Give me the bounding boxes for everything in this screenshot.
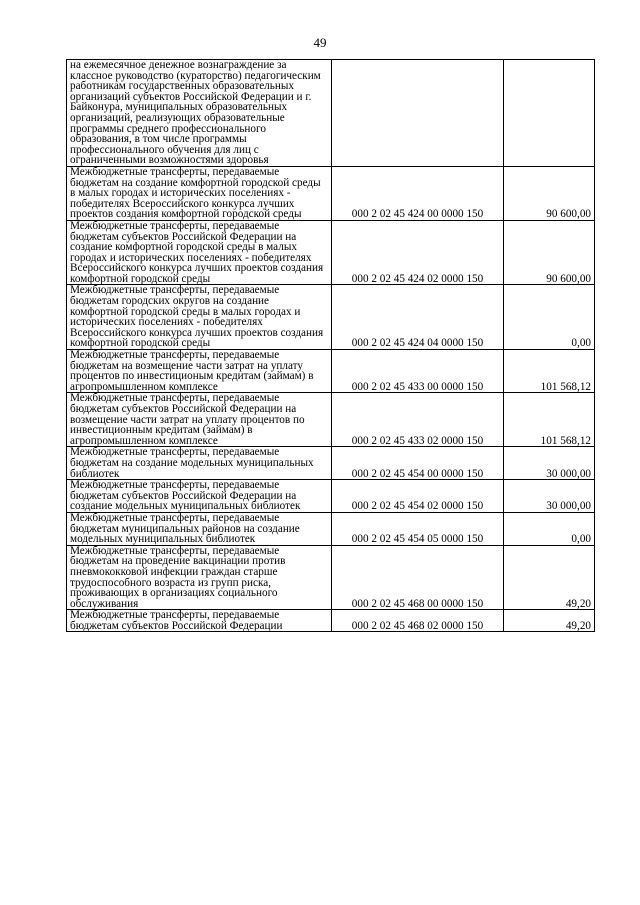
description-text: Межбюджетные трансферты, передаваемые бюджетам субъектов Российской Федерации на создание модельных муниципальных библиотек [70, 479, 301, 513]
row-code: 000 2 02 45 424 00 0000 150 [332, 166, 504, 220]
table-row [67, 447, 595, 480]
row-amount: 30 000,00 [504, 447, 595, 480]
row-code: 000 2 02 45 454 00 0000 150 [332, 447, 504, 480]
row-description [67, 393, 332, 447]
row-code: 000 2 02 45 433 02 0000 150 [332, 393, 504, 447]
row-amount: 30 000,00 [504, 480, 595, 513]
row-code: 000 2 02 45 424 02 0000 150 [332, 220, 504, 285]
table-row [67, 285, 595, 350]
table-row [67, 512, 595, 545]
table-row [67, 610, 595, 632]
budget-table-body [67, 60, 595, 632]
row-amount: 101 568,12 [504, 350, 595, 393]
row-amount: 101 568,12 [504, 393, 595, 447]
table-row [67, 480, 595, 513]
row-description [67, 285, 332, 350]
description-text: на ежемесячное денежное вознаграждение за классное руководство (кураторство) педагогическим работникам государственных образовательных организаций субъектов Российской Федерации и г. Байконура, муниципальных образовательных организаций, реализующих образовательные программы среднего профессионального образования, в том числе программы профессионального обучения для лиц с ограниченными возможностями здоровья [70, 59, 321, 167]
table-row [67, 545, 595, 610]
description-text: Межбюджетные трансферты, передаваемые бюджетам на создание комфортной городской среды в малых городах и исторических поселениях - победителях Всероссийского конкурса лучших проектов создания комфортной городской среды [70, 166, 321, 221]
row-amount: 49,20 [504, 545, 595, 610]
row-code [332, 60, 504, 167]
row-description [67, 480, 332, 513]
description-text: Межбюджетные трансферты, передаваемые бюджетам городских округов на создание комфортной городской среды в малых городах и исторических поселениях - победителях Всероссийского конкурса лучших проектов создания комфортной городской среды [70, 284, 324, 350]
row-amount: 49,20 [504, 610, 595, 632]
description-text: Межбюджетные трансферты, передаваемые бюджетам на возмещение части затрат на уплату процентов по инвестиционым кредитам (займам) в агропромышленном комплексе [70, 349, 314, 393]
table-row [67, 220, 595, 285]
row-code: 000 2 02 45 468 02 0000 150 [332, 610, 504, 632]
budget-table [66, 59, 595, 632]
row-description [67, 512, 332, 545]
table-row [67, 60, 595, 167]
table-row [67, 166, 595, 220]
row-description [67, 166, 332, 220]
row-description [67, 610, 332, 632]
row-amount [504, 60, 595, 167]
page-number: 49 [313, 35, 327, 50]
row-code: 000 2 02 45 433 00 0000 150 [332, 350, 504, 393]
table-row [67, 350, 595, 393]
row-code: 000 2 02 45 424 04 0000 150 [332, 285, 504, 350]
description-text: Межбюджетные трансферты, передаваемые бюджетам на проведение вакцинации против пневмококковой инфекции граждан старше трудоспособного возраста из групп риска, проживающих в организациях социального обслуживания [70, 545, 286, 610]
row-description [67, 545, 332, 610]
row-description [67, 447, 332, 480]
description-text: Межбюджетные трансферты, передаваемые бюджетам субъектов Российской Федерации на создание комфортной городской среды в малых городах и исторических поселениях - победителях Всероссийского конкурса лучших проектов создания комфортной городской среды [70, 220, 324, 285]
description-text: Межбюджетные трансферты, передаваемые бюджетам на создание модельных муниципальных библиотек [70, 446, 314, 480]
row-amount: 90 600,00 [504, 166, 595, 220]
table-row [67, 393, 595, 447]
row-amount: 0,00 [504, 512, 595, 545]
row-description [67, 60, 332, 167]
row-amount: 90 600,00 [504, 220, 595, 285]
row-code: 000 2 02 45 468 00 0000 150 [332, 545, 504, 610]
row-code: 000 2 02 45 454 02 0000 150 [332, 480, 504, 513]
description-text: Межбюджетные трансферты, передаваемые бюджетам субъектов Российской Федерации на возмещение части затрат на уплату процентов по инвестиционным кредитам (займам) в агропромышленном комплексе [70, 392, 305, 447]
row-amount: 0,00 [504, 285, 595, 350]
row-description [67, 350, 332, 393]
row-code: 000 2 02 45 454 05 0000 150 [332, 512, 504, 545]
description-text: Межбюджетные трансферты, передаваемые бюджетам муниципальных районов на создание модельных муниципальных библиотек [70, 512, 300, 546]
row-description [67, 220, 332, 285]
description-text: Межбюджетные трансферты, передаваемые бюджетам субъектов Российской Федерации [70, 609, 283, 632]
